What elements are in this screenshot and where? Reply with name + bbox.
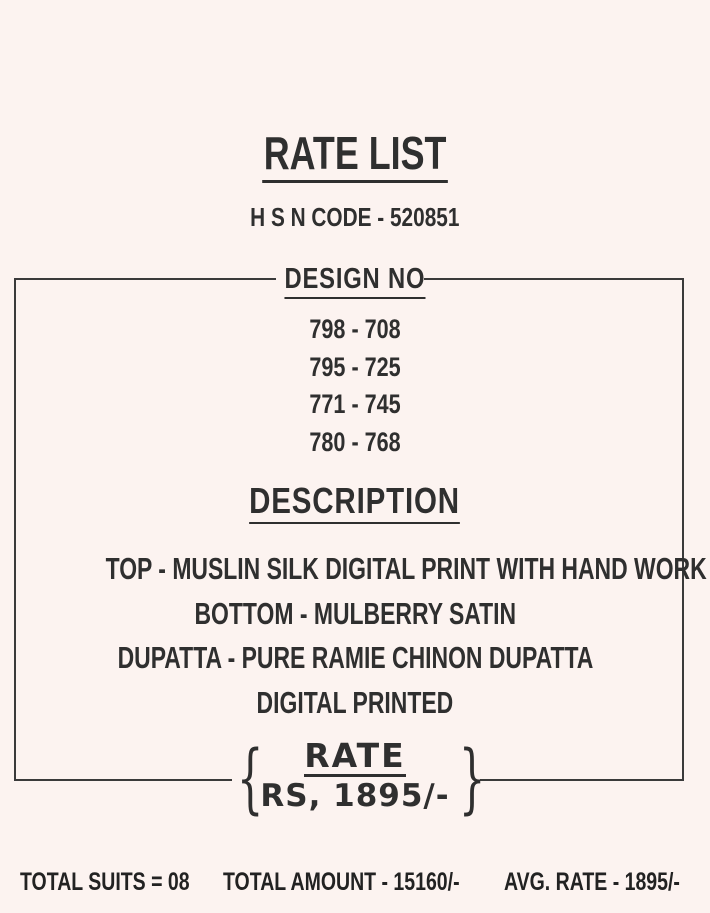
left-brace-icon: { bbox=[236, 733, 264, 822]
description-text: TOP - MUSLIN SILK DIGITAL PRINT WITH HAND WORK bbox=[105, 551, 707, 586]
description-heading-text: DESCRIPTION bbox=[250, 480, 461, 524]
rate-heading-text: RATE bbox=[304, 736, 406, 775]
design-number-row bbox=[0, 311, 710, 349]
design-number-list bbox=[0, 311, 710, 461]
design-number: 798 - 708 bbox=[309, 314, 401, 344]
total-suits: TOTAL SUITS = 08 bbox=[20, 868, 190, 896]
avg-rate: AVG. RATE - 1895/- bbox=[504, 868, 680, 896]
design-number: 795 - 725 bbox=[309, 351, 401, 382]
design-number-row bbox=[0, 424, 710, 462]
description-line bbox=[0, 594, 710, 639]
hsn-code bbox=[0, 202, 710, 233]
description-text: DUPATTA - PURE RAMIE CHINON DUPATTA bbox=[117, 640, 593, 675]
page-title bbox=[0, 128, 710, 183]
description-line bbox=[0, 549, 710, 594]
total-amount: TOTAL AMOUNT - 15160/- bbox=[223, 868, 460, 896]
title-text: RATE LIST bbox=[262, 128, 448, 183]
design-number: 771 - 745 bbox=[309, 389, 401, 419]
design-no-heading-text: DESIGN NO bbox=[285, 262, 426, 299]
right-brace-icon: } bbox=[458, 733, 486, 822]
rate-value: RS, 1895/- bbox=[260, 778, 450, 814]
description-text: BOTTOM - MULBERRY SATIN bbox=[194, 595, 516, 631]
description-heading bbox=[0, 480, 710, 524]
design-number-row bbox=[0, 349, 710, 387]
description-list bbox=[0, 549, 710, 727]
hsn-code-text: H S N CODE - 520851 bbox=[250, 202, 460, 232]
design-no-heading bbox=[0, 262, 710, 299]
design-number: 780 - 768 bbox=[309, 426, 401, 457]
description-line bbox=[0, 638, 710, 683]
description-text: DIGITAL PRINTED bbox=[256, 684, 454, 720]
design-number-row bbox=[0, 386, 710, 424]
description-line bbox=[0, 683, 710, 728]
rate-heading bbox=[0, 736, 710, 777]
